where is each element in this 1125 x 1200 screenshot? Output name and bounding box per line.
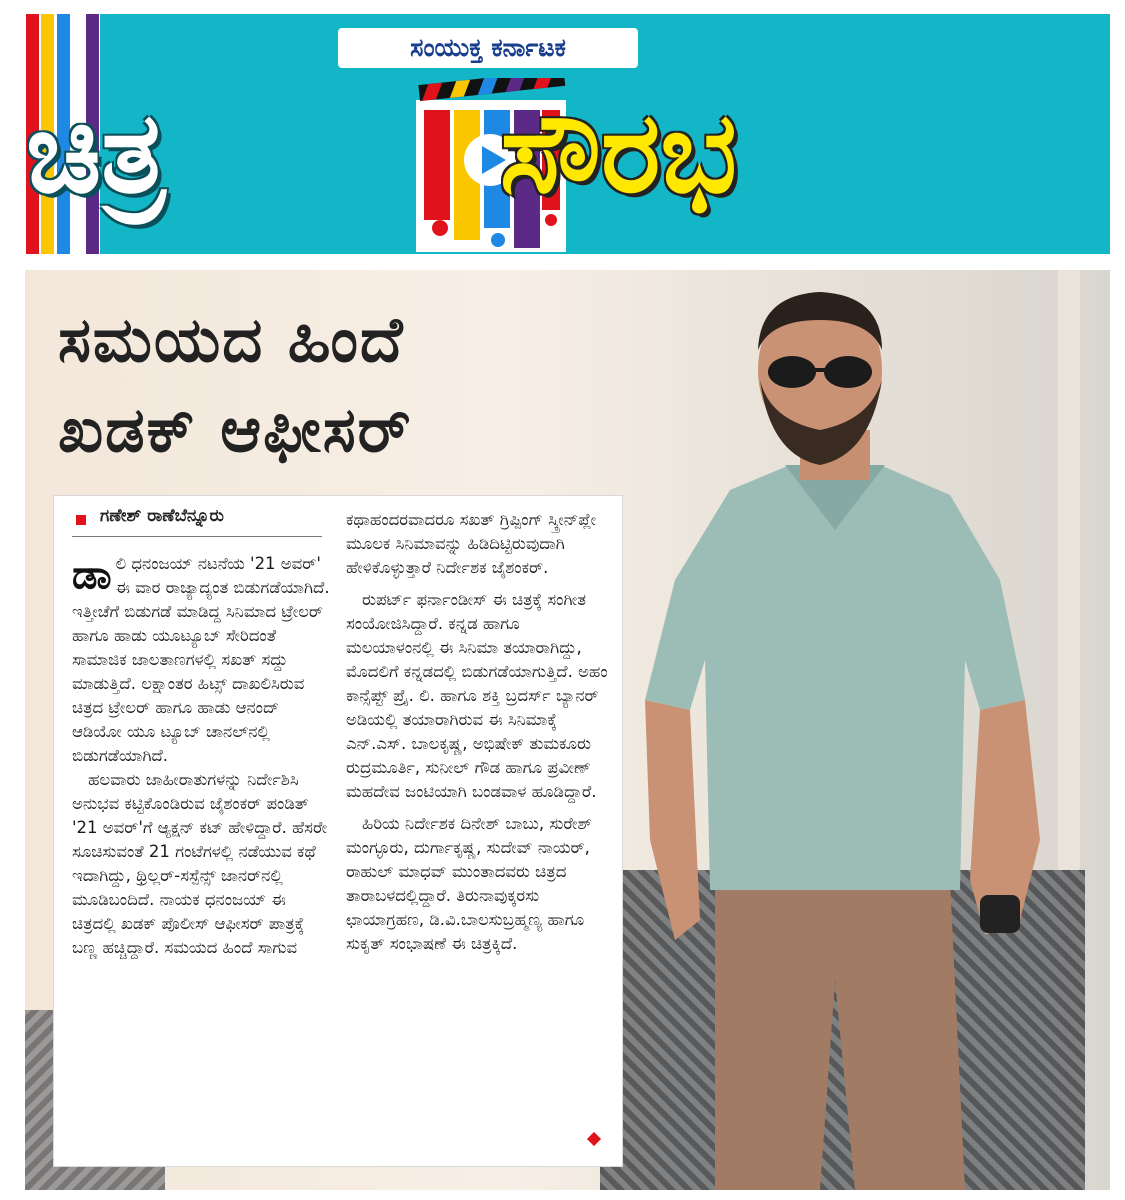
- article-paragraph: [72, 552, 332, 768]
- article-paragraph: ಕಥಾಹಂದರವಾದರೂ ಸಖತ್ ಗ್ರಿಪ್ಪಿಂಗ್ ಸ್ಕ್ರೀನ್‌ಪ್ಲೇ ಮೂಲಕ ಸಿನಿಮಾವನ್ನು ಹಿಡಿದಿಟ್ಟಿರುವುದಾಗಿ ಹೇಳಿಕೊಳ್ಳುತ್ತಾರೆ ನಿರ್ದೇಶಕ ಜೈಶಂಕರ್.: [346, 510, 597, 577]
- article-paragraph: ಹಲವಾರು ಜಾಹೀರಾತುಗಳನ್ನು ನಿರ್ದೇಶಿಸಿ ಅನುಭವ ಕಟ್ಟಿಕೊಂಡಿರುವ ಜೈಶಂಕರ್ ಪಂಡಿತ್ '21 ಅವರ್'ಗೆ ಆ್ಯಕ್ಷನ್ ಕಟ್ ಹೇಳಿದ್ದಾರೆ. ಹೆಸರೇ ಸೂಚಿಸುವಂತೆ 21 ಗಂಟೆಗಳಲ್ಲಿ ನಡೆಯುವ ಕಥೆ ಇದಾಗಿದ್ದು, ಥ್ರಿಲ್ಲರ್-ಸಸ್ಪೆನ್ಸ್ ಜಾನರ್‌ನಲ್ಲಿ ಮೂಡಿಬಂದಿದೆ. ನಾಯಕ ಧನಂಜಯ್ ಈ ಚಿತ್ರದಲ್ಲಿ ಖಡಕ್ ಪೊಲೀಸ್ ಆಫೀಸರ್ ಪಾತ್ರಕ್ಕೆ ಬಣ್ಣ ಹಚ್ಚಿದ್ದಾರೆ. ಸಮಯದ ಹಿಂದೆ ಸಾಗುವ: [72, 770, 328, 957]
- article-column-2: [346, 508, 610, 956]
- newspaper-brand: ಸಂಯುಕ್ತ ಕರ್ನಾಟಕ: [338, 28, 638, 68]
- article-paragraph: ರುಪರ್ಟ್ ಫರ್ನಾಂಡೀಸ್ ಈ ಚಿತ್ರಕ್ಕೆ ಸಂಗೀತ ಸಂಯೋಜಿಸಿದ್ದಾರೆ. ಕನ್ನಡ ಹಾಗೂ ಮಲಯಾಳಂನಲ್ಲಿ ಈ ಸಿನಿಮಾ ತಯಾರಾಗಿದ್ದು, ಮೊದಲಿಗೆ ಕನ್ನಡದಲ್ಲಿ ಬಿಡುಗಡೆಯಾಗುತ್ತಿದೆ. ಅಹಂ ಕಾನ್ಸೆಪ್ಟ್ ಪ್ರೈ. ಲಿ. ಹಾಗೂ ಶಕ್ತಿ ಬ್ರದರ್ಸ್ ಬ್ಯಾನರ್ ಅಡಿಯಲ್ಲಿ ತಯಾರಾಗಿರುವ ಈ ಸಿನಿಮಾಕ್ಕೆ ಎನ್.ಎಸ್. ಬಾಲಕೃಷ್ಣ, ಅಭಿಷೇಕ್ ತುಮಕೂರು ರುದ್ರಮೂರ್ತಿ, ಸುನೀಲ್ ಗೌಡ ಹಾಗೂ ಪ್ರವೀಣ್ ಮಹದೇವ ಜಂಟಿಯಾಗಿ ಬಂಡವಾಳ ಹೂಡಿದ್ದಾರೆ.: [346, 590, 608, 801]
- byline-divider: [72, 536, 322, 537]
- article-paragraph: ಹಿರಿಯ ನಿರ್ದೇಶಕ ದಿನೇಶ್ ಬಾಬು, ಸುರೇಶ್ ಮಂಗ್ಳೂರು, ದುರ್ಗಾಕೃಷ್ಣ, ಸುದೇವ್ ನಾಯರ್, ರಾಹುಲ್ ಮಾಧವ್ ಮುಂತಾದವರು ಚಿತ್ರದ ತಾರಾಬಳದಲ್ಲಿದ್ದಾರೆ. ತಿರುನಾವುಕ್ಕರಸು ಛಾಯಾಗ್ರಹಣ, ಡಿ.ವಿ.ಬಾಲಸುಬ್ರಹ್ಮಣ್ಯ ಹಾಗೂ ಸುಕೃತ್ ಸಂಭಾಷಣೆ ಈ ಚಿತ್ರಕ್ಕಿದೆ.: [346, 814, 592, 953]
- end-mark-icon: [587, 1132, 601, 1146]
- actor-photo: [620, 280, 1080, 1190]
- article-column-1: [72, 552, 332, 960]
- paragraph-text: ಲಿ ಧನಂಜಯ್ ನಟನೆಯ '21 ಅವರ್' ಈ ವಾರ ರಾಜ್ಯಾದ್ಯಂತ ಬಿಡುಗಡೆಯಾಗಿದೆ. ಇತ್ತೀಚೆಗೆ ಬಿಡುಗಡೆ ಮಾಡಿದ್ದ ಸಿನಿಮಾದ ಟ್ರೇಲರ್ ಹಾಗೂ ಹಾಡು ಯೂಟ್ಯೂಬ್ ಸೇರಿದಂತೆ ಸಾಮಾಜಿಕ ಜಾಲತಾಣಗಳಲ್ಲಿ ಸಖತ್ ಸದ್ದು ಮಾಡುತ್ತಿದೆ. ಲಕ್ಷಾಂತರ ಹಿಟ್ಸ್ ದಾಖಲಿಸಿರುವ ಚಿತ್ರದ ಟ್ರೇಲರ್ ಹಾಗೂ ಹಾಡು ಆನಂದ್ ಆಡಿಯೋ ಯೂ ಟ್ಯೂಬ್ ಚಾನಲ್‌ನಲ್ಲಿ ಬಿಡುಗಡೆಯಾಗಿದೆ.: [72, 554, 330, 765]
- drop-cap: ಡಾ: [72, 552, 112, 598]
- headline-line-2: ಖಡಕ್ ಆಫೀಸರ್: [58, 393, 413, 466]
- article-box: [53, 495, 623, 1167]
- section-title-left: ಚಿತ್ರ: [26, 88, 166, 218]
- byline: ಗಣೇಶ್ ರಾಣೆಬೆನ್ನೂರು: [100, 506, 224, 526]
- byline-bullet-icon: [76, 515, 86, 525]
- section-title-right: ಸೌರಭ: [500, 88, 737, 218]
- headline-line-1: ಸಮಯದ ಹಿಂದೆ: [58, 303, 405, 376]
